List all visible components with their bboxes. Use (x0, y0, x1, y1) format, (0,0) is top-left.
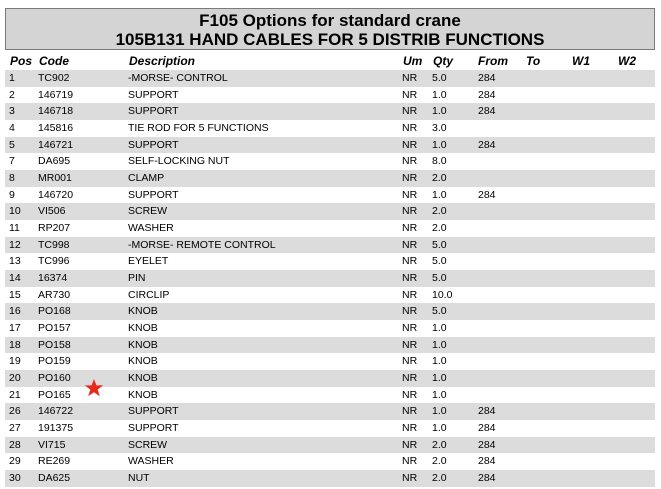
row-qty: 2.0 (432, 205, 447, 218)
table-row (5, 403, 655, 420)
header-description: Description (129, 54, 196, 68)
row-code: AR730 (38, 288, 71, 301)
header-from: From (478, 54, 508, 68)
row-code: MR001 (38, 172, 72, 185)
row-code: 146722 (38, 405, 74, 418)
table-row (5, 453, 655, 470)
row-description: -MORSE- REMOTE CONTROL (128, 238, 276, 251)
title-line-2: 105B131 HAND CABLES FOR 5 DISTRIB FUNCTIONS (115, 30, 545, 49)
row-code: RE269 (38, 455, 71, 468)
row-from: 284 (478, 438, 496, 451)
row-code: 16374 (38, 272, 68, 285)
table-row (5, 137, 655, 154)
row-code: PO160 (38, 372, 71, 385)
row-code: VI506 (38, 205, 66, 218)
row-um: NR (402, 172, 418, 185)
table-row (5, 437, 655, 454)
row-code: PO165 (38, 388, 71, 401)
header-um: Um (403, 54, 423, 68)
row-description: SUPPORT (128, 105, 179, 118)
row-from: 284 (478, 72, 496, 84)
table-row (5, 153, 655, 170)
row-um: NR (402, 405, 418, 418)
row-description: KNOB (128, 338, 158, 351)
row-description: SUPPORT (128, 422, 179, 435)
row-um: NR (402, 438, 418, 451)
row-pos: 14 (9, 272, 21, 285)
row-pos: 18 (9, 338, 21, 351)
row-code: TC998 (38, 238, 70, 251)
row-pos: 29 (9, 455, 21, 468)
row-pos: 5 (9, 138, 15, 151)
row-description: NUT (128, 472, 150, 485)
header-pos: Pos (10, 54, 33, 68)
table-row (5, 187, 655, 204)
title-line-1: F105 Options for standard crane (199, 11, 461, 30)
row-qty: 3.0 (432, 122, 447, 135)
row-um: NR (402, 155, 418, 168)
row-um: NR (402, 455, 418, 468)
row-description: KNOB (128, 322, 158, 335)
table-row (5, 70, 655, 87)
header-qty: Qty (433, 54, 454, 68)
row-code: 145816 (38, 122, 74, 135)
table-row (5, 170, 655, 187)
row-from: 284 (478, 138, 496, 151)
row-description: WASHER (128, 222, 174, 235)
row-from: 284 (478, 422, 496, 435)
row-qty: 2.0 (432, 455, 447, 468)
row-description: CLAMP (128, 172, 165, 185)
row-description: SELF-LOCKING NUT (128, 155, 230, 168)
row-code: TC996 (38, 255, 70, 268)
table-header (6, 53, 656, 69)
parts-table-body (5, 70, 655, 487)
table-row (5, 220, 655, 237)
row-description: PIN (128, 272, 146, 285)
row-um: NR (402, 238, 418, 251)
row-pos: 21 (9, 388, 21, 401)
row-pos: 12 (9, 238, 21, 251)
row-description: KNOB (128, 305, 158, 318)
row-pos: 15 (9, 288, 21, 301)
row-pos: 3 (9, 105, 15, 118)
row-pos: 16 (9, 305, 21, 318)
table-row (5, 270, 655, 287)
row-code: VI715 (38, 438, 66, 451)
row-qty: 1.0 (432, 372, 447, 385)
row-from: 284 (478, 472, 496, 485)
row-code: DA625 (38, 472, 71, 485)
document-title (5, 8, 655, 50)
row-pos: 1 (9, 72, 15, 84)
row-qty: 5.0 (432, 255, 447, 268)
row-qty: 2.0 (432, 472, 447, 485)
row-um: NR (402, 422, 418, 435)
row-pos: 10 (9, 205, 21, 218)
row-code: PO158 (38, 338, 71, 351)
row-um: NR (402, 222, 418, 235)
row-pos: 20 (9, 372, 21, 385)
row-um: NR (402, 472, 418, 485)
row-qty: 1.0 (432, 422, 447, 435)
row-pos: 11 (9, 222, 20, 235)
header-w2: W2 (618, 54, 636, 68)
row-code: 191375 (38, 422, 74, 435)
table-row (5, 103, 655, 120)
row-qty: 1.0 (432, 105, 447, 118)
row-pos: 28 (9, 438, 21, 451)
row-qty: 5.0 (432, 305, 447, 318)
row-um: NR (402, 122, 418, 135)
row-description: -MORSE- CONTROL (128, 72, 228, 84)
row-from: 284 (478, 88, 496, 101)
row-qty: 5.0 (432, 272, 447, 285)
row-from: 284 (478, 105, 496, 118)
row-pos: 30 (9, 472, 21, 485)
row-description: WASHER (128, 455, 174, 468)
row-pos: 7 (9, 155, 15, 168)
table-row (5, 253, 655, 270)
row-description: EYELET (128, 255, 169, 268)
row-um: NR (402, 188, 418, 201)
table-row (5, 470, 655, 487)
row-um: NR (402, 322, 418, 335)
row-um: NR (402, 105, 418, 118)
row-qty: 5.0 (432, 72, 447, 84)
table-row (5, 320, 655, 337)
row-code: DA695 (38, 155, 71, 168)
row-from: 284 (478, 405, 496, 418)
row-pos: 8 (9, 172, 15, 185)
row-qty: 1.0 (432, 322, 447, 335)
table-row (5, 87, 655, 104)
table-row (5, 353, 655, 370)
row-um: NR (402, 388, 418, 401)
row-code: 146720 (38, 188, 74, 201)
row-qty: 1.0 (432, 388, 447, 401)
table-row (5, 237, 655, 254)
row-description: CIRCLIP (128, 288, 170, 301)
row-description: TIE ROD FOR 5 FUNCTIONS (128, 122, 269, 135)
row-qty: 1.0 (432, 405, 447, 418)
row-pos: 19 (9, 355, 21, 368)
row-description: SUPPORT (128, 88, 179, 101)
row-um: NR (402, 355, 418, 368)
row-pos: 13 (9, 255, 21, 268)
row-pos: 26 (9, 405, 21, 418)
row-description: KNOB (128, 372, 158, 385)
row-um: NR (402, 205, 418, 218)
row-code: 146718 (38, 105, 74, 118)
row-description: KNOB (128, 388, 158, 401)
row-qty: 8.0 (432, 155, 447, 168)
row-um: NR (402, 138, 418, 151)
header-to: To (526, 54, 541, 68)
row-um: NR (402, 72, 418, 84)
row-pos: 17 (9, 322, 21, 335)
table-row (5, 120, 655, 137)
row-qty: 2.0 (432, 172, 447, 185)
star-icon (84, 378, 104, 398)
row-um: NR (402, 272, 418, 285)
row-code: 146719 (38, 88, 74, 101)
table-row (5, 303, 655, 320)
row-um: NR (402, 305, 418, 318)
row-um: NR (402, 372, 418, 385)
row-description: SCREW (128, 438, 168, 451)
row-qty: 2.0 (432, 222, 447, 235)
row-qty: 10.0 (432, 288, 453, 301)
row-um: NR (402, 88, 418, 101)
table-row (5, 337, 655, 354)
row-code: 146721 (38, 138, 74, 151)
row-pos: 9 (9, 188, 15, 201)
row-pos: 2 (9, 88, 15, 101)
row-code: PO168 (38, 305, 71, 318)
row-code: RP207 (38, 222, 71, 235)
row-description: KNOB (128, 355, 158, 368)
row-from: 284 (478, 188, 496, 201)
row-qty: 1.0 (432, 355, 447, 368)
row-um: NR (402, 288, 418, 301)
row-um: NR (402, 338, 418, 351)
row-description: SCREW (128, 205, 168, 218)
row-description: SUPPORT (128, 138, 179, 151)
row-qty: 1.0 (432, 88, 447, 101)
table-row (5, 287, 655, 304)
table-row (5, 420, 655, 437)
header-w1: W1 (572, 54, 590, 68)
row-code: TC902 (38, 72, 70, 84)
row-from: 284 (478, 455, 496, 468)
row-qty: 2.0 (432, 438, 447, 451)
row-qty: 1.0 (432, 138, 447, 151)
row-qty: 1.0 (432, 338, 447, 351)
row-qty: 5.0 (432, 238, 447, 251)
table-row (5, 203, 655, 220)
row-pos: 4 (9, 122, 15, 135)
row-code: PO159 (38, 355, 71, 368)
row-um: NR (402, 255, 418, 268)
row-pos: 27 (9, 422, 21, 435)
row-description: SUPPORT (128, 188, 179, 201)
row-description: SUPPORT (128, 405, 179, 418)
row-code: PO157 (38, 322, 71, 335)
row-qty: 1.0 (432, 188, 447, 201)
header-code: Code (39, 54, 69, 68)
